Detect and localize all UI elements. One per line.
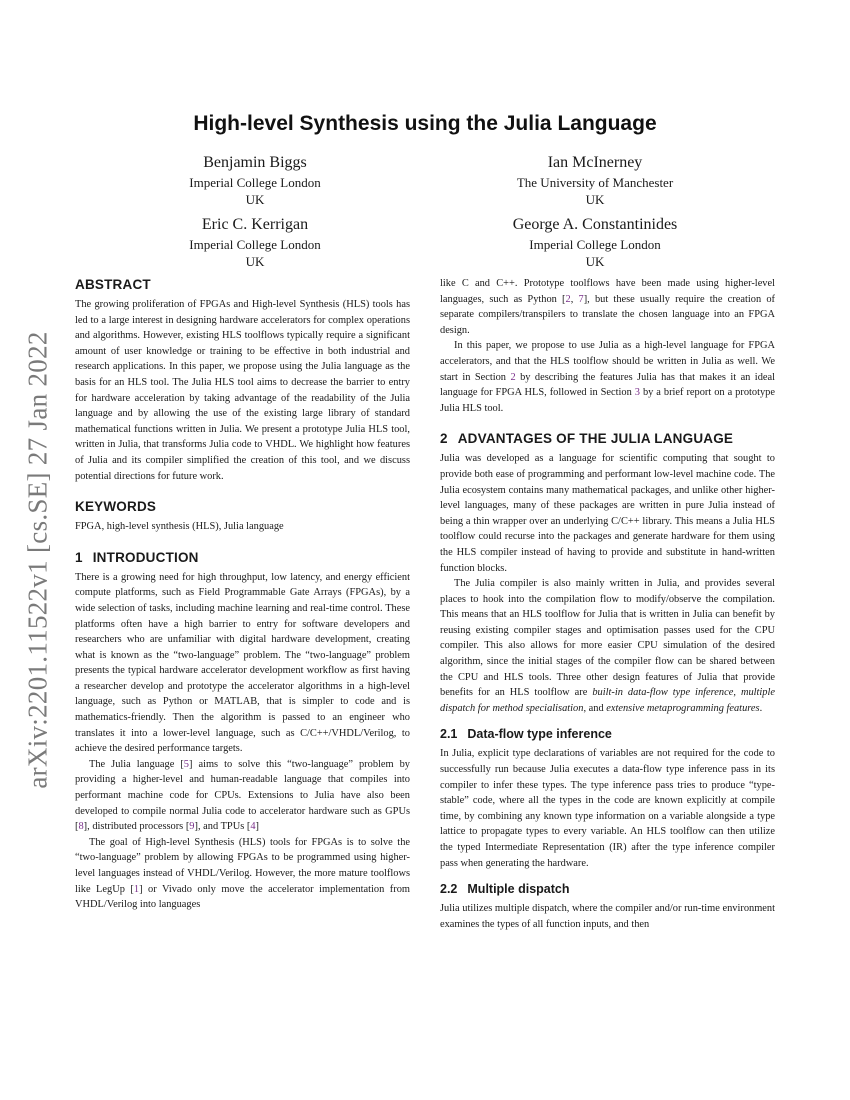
section-reference-link[interactable]: 3 [634,387,640,399]
author-block [445,214,745,270]
citation-link[interactable]: 7 [578,293,584,305]
paper-title: High-level Synthesis using the Julia Language [193,112,657,135]
author-block [445,152,745,208]
author-affiliation: Imperial College London [189,237,321,252]
subsection-heading-dataflow [440,726,775,743]
section-title: ADVANTAGES OF THE JULIA LANGUAGE [457,431,734,447]
subsection-number: 2.1 [440,727,458,742]
abstract-heading: ABSTRACT [75,277,151,292]
author-country: UK [245,192,265,207]
author-country: UK [585,254,605,269]
advantages-paragraph-1: Julia was developed as a language for scientific computing that sought to provide both ease of programming and performant low-level machine code. The Julia ecosystem contains many mathematical packages, and unlike other higher-level languages, many of these packages are written in pure Julia instead of being a thin wrapper over an underlying C/C++ library. This means a Julia HLS toolflow could recurse into the packages and generate hardware for them using the HLS compiler instead of having to provide and substitute in hand-written function blocks. [440,453,775,574]
intro-paragraph-3-continued: like C and C++. Prototype toolflows have been made using higher-level languages, such as Python [2, 7], but these usually require the creation of separate compilers/transpilers to translate the chosen language into an FPGA design. [440,278,775,336]
author-name: Benjamin Biggs [203,154,307,171]
author-affiliation: Imperial College London [529,237,661,252]
intro-paragraph-1: There is a growing need for high throughput, low latency, and energy efficient compute platforms, such as Field Programmable Gate Arrays (FPGAs), by a wide selection of tasks, including machine learning and real-time control. These platforms often have a high barrier to entry for software developers and researchers who are unfamiliar with digital hardware development, creating what is known as the “two-language” problem. The “two-language” problem presents the typical hardware accelerator development workflow as first having a researcher develop and prototype the accelerator algorithms in a high-level language, such as Python or MATLAB, that is simpler to code and is mathematics-friendly. Then the algorithm is passed to an engineer who translates it into a lower-level language, such as C/C++/VHDL/Verilog, to achieve the desired performance targets. [75,571,410,755]
right-column [440,276,775,932]
dispatch-paragraph: Julia utilizes multiple dispatch, where the compiler and/or run-time environment examines the types of all function inputs, and then [440,903,775,930]
author-name: George A. Constantinides [512,216,678,233]
left-column [75,276,410,913]
arxiv-identifier: arXiv:2201.11522v1 [cs.SE] 27 Jan 2022 [22,331,53,789]
intro-paragraph-4: In this paper, we propose to use Julia as a high-level language for FPGA accelerators, and that the HLS toolflow should be written in Julia as well. We start in Section 2 by describing the features Julia has that makes it an ideal language for FPGA HLS, followed in Section 3 by a brief report on a prototype Julia HLS tool. [440,340,775,414]
section-heading-introduction [75,549,410,567]
subsection-title: Data-flow type inference [467,727,612,742]
citation-link[interactable]: 1 [133,883,140,895]
intro-paragraph-2: The Julia language [5] aims to solve this “two-language” problem by providing a higher-level and human-readable language that compiles into performant machine code for CPUs. Extensions to Julia have also been developed to compile normal Julia code to accelerator hardware such as GPUs [8], distributed processors [9], and TPUs [4] [75,758,410,833]
citation-link[interactable]: 9 [189,821,195,833]
subsection-title: Multiple dispatch [467,882,570,897]
author-affiliation: Imperial College London [189,175,321,190]
citation-link[interactable]: 5 [183,758,189,770]
citation-link[interactable]: 2 [565,293,571,305]
author-name: Ian McInerney [547,154,643,171]
subsection-number: 2.2 [440,882,458,897]
author-block [105,152,405,208]
section-title: INTRODUCTION [92,549,199,565]
citation-link[interactable]: 4 [250,821,256,833]
author-block [105,214,405,270]
section-heading-advantages [440,430,775,448]
arxiv-stamp [18,300,58,820]
dataflow-paragraph: In Julia, explicit type declarations of variables are not required for the code to successfully run because Julia executes a data-flow type inference pass in its compiler to infer these types. The type inference pass tries to produce “type-stable” code, where all the types in the code are known explicitly at compile time, by combining any known type information on a variable alongside a type lattice to propagate types to every variable. An HLS toolflow can then utilize the typed Intermediate Representation (IR) after the type inference compiler pass when generating the hardware. [440,748,775,869]
author-name: Eric C. Kerrigan [201,216,309,233]
section-number: 2 [440,431,448,447]
keywords-text: FPGA, high-level synthesis (HLS), Julia language [75,521,284,533]
section-reference-link[interactable]: 2 [510,371,516,383]
citation-link[interactable]: 8 [78,821,84,833]
intro-paragraph-3: The goal of High-level Synthesis (HLS) tools for FPGAs is to solve the “two-language” problem by allowing FPGAs to be programmed using higher-level languages instead of VHDL/Verilog. However, the more mature toolflows like LegUp [1] or Vivado only move the accelerator implementation from VHDL/Verilog into languages [75,836,410,911]
advantages-paragraph-2: The Julia compiler is also mainly written in Julia, and provides several places to hook into the compilation flow to modify/observe the compilation. This means that an HLS toolflow for Julia that is written in Julia can benefit by reusing existing compiler stages and optimisation passes used for the CPU compiler. This also allows for more easier CPU simulation of the desired algorithm, since the initial stages of the compiler flow can be shared between the CPU and HLS tools. Three other design features of Julia that provide benefits for an HLS toolflow are built-in data-flow type inference, multiple dispatch for method specialisation, and extensive metaprogramming features. [440,578,775,714]
author-country: UK [245,254,265,269]
author-country: UK [585,192,605,207]
abstract-text: The growing proliferation of FPGAs and High-level Synthesis (HLS) tools has led to a large interest in designing hardware accelerators for complex operations and algorithms. However, existing HLS toolflows typically require a significant amount of user knowledge or training to be effective in both industrial and research applications. In this paper, we propose using the Julia language as the basis for an HLS tool. The Julia HLS tool aims to decrease the barrier to entry for hardware acceleration by taking advantage of the readability of the Julia language and by allowing the use of the existing large library of standard mathematical functions written in Julia. We present a prototype Julia HLS tool, written in Julia, that transforms Julia code to VHDL. We highlight how features of Julia and its compiler simplified the creation of this tool, and we discuss potential directions for future work. [75,299,410,482]
keywords-heading: KEYWORDS [75,499,157,515]
subsection-heading-dispatch [440,881,775,898]
author-affiliation: The University of Manchester [516,175,674,190]
section-number: 1 [75,549,83,565]
